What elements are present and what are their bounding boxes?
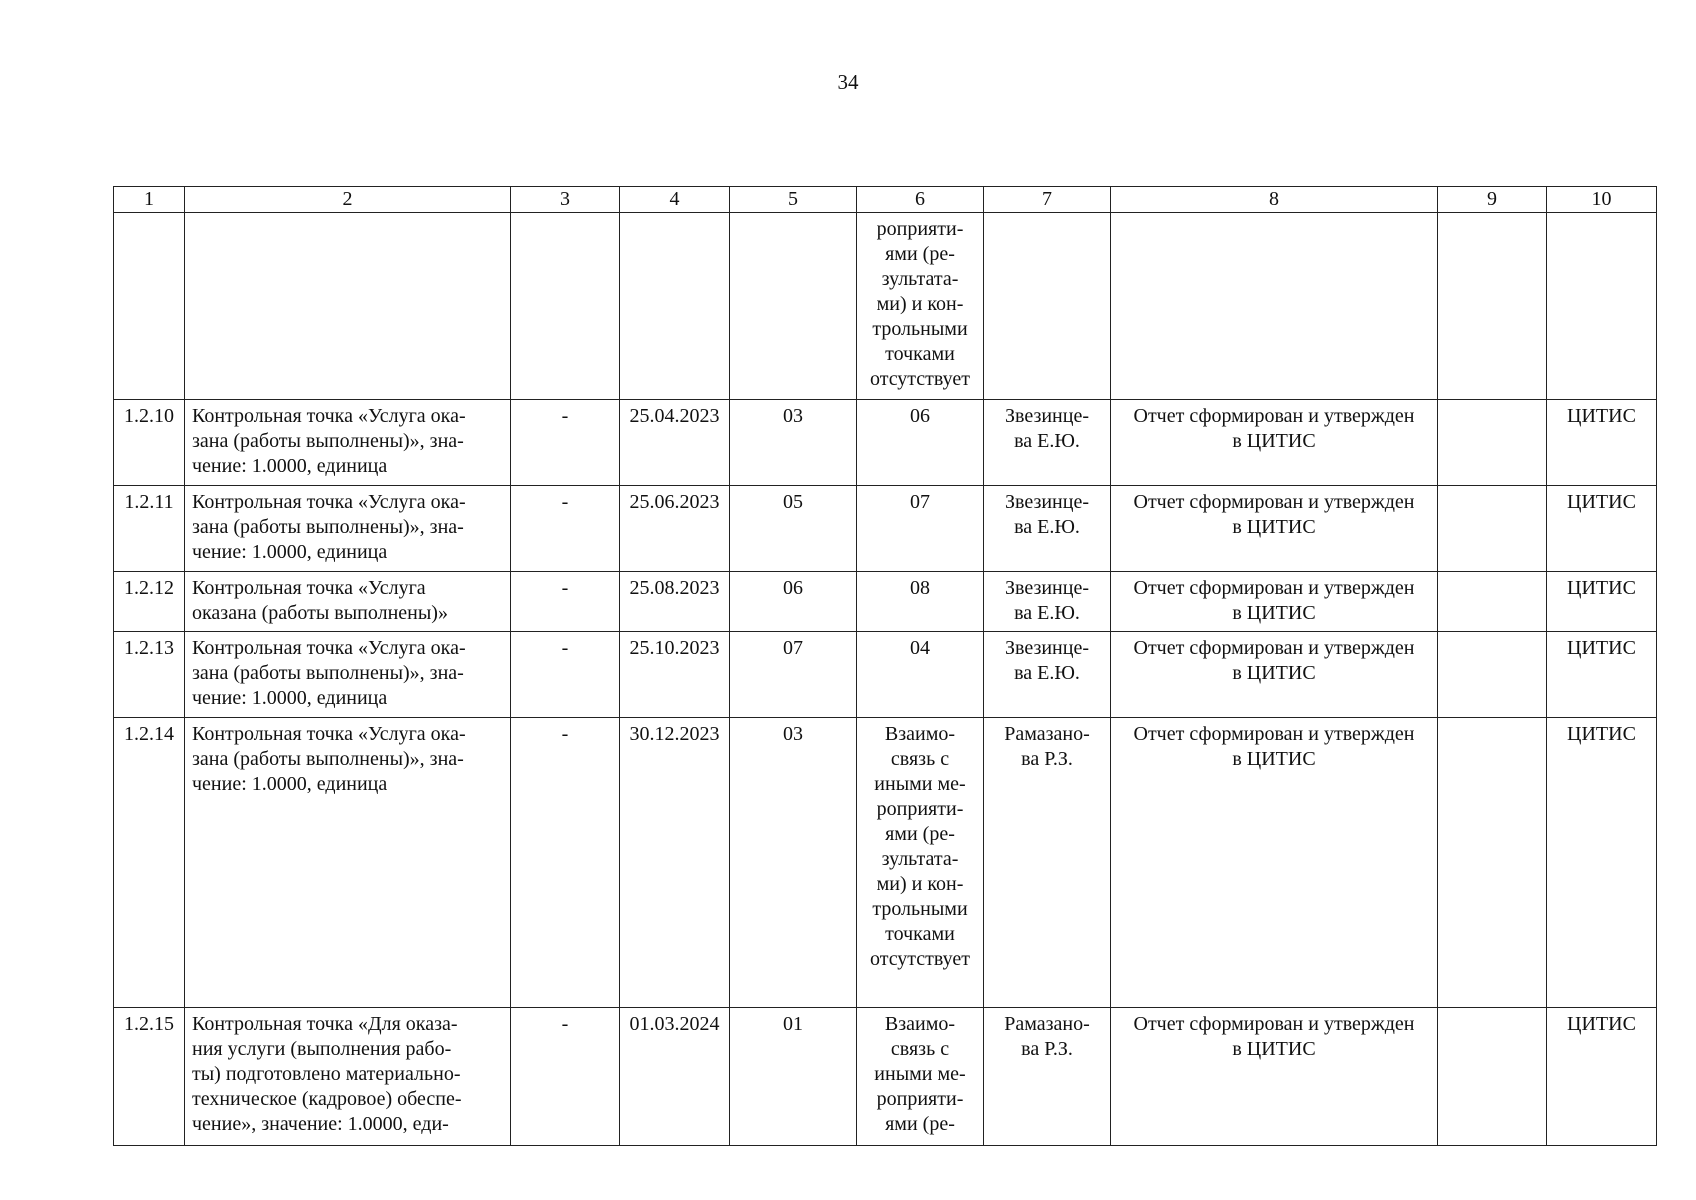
cell-confirming-document bbox=[1111, 486, 1438, 572]
cell-control-point-name bbox=[185, 632, 511, 718]
column-9-value bbox=[1438, 572, 1546, 576]
cell-column-5-value bbox=[730, 718, 857, 1008]
cell-due-date bbox=[620, 400, 730, 486]
cell-relationship bbox=[857, 632, 984, 718]
cell-relationship bbox=[857, 1008, 984, 1146]
cell-information-system bbox=[1547, 486, 1657, 572]
relationship: 08 bbox=[910, 577, 930, 599]
cell-control-point-name bbox=[185, 718, 511, 1008]
cell-control-point-name bbox=[185, 213, 511, 400]
information-system: ЦИТИС bbox=[1567, 723, 1636, 745]
column-header: 5 bbox=[730, 187, 857, 213]
cell-due-date bbox=[620, 486, 730, 572]
column-header: 9 bbox=[1438, 187, 1547, 213]
control-point-name bbox=[185, 213, 510, 217]
cell-column-5-value bbox=[730, 572, 857, 632]
cell-confirming-document bbox=[1111, 632, 1438, 718]
page-number: 34 bbox=[837, 70, 859, 94]
table-row bbox=[114, 632, 1657, 718]
column-3-value: - bbox=[561, 491, 569, 513]
control-point-name: Контрольная точка «Услуга оказана (работы выполнены)» bbox=[192, 577, 448, 624]
column-header: 6 bbox=[857, 187, 984, 213]
column-5-value: 03 bbox=[783, 723, 803, 745]
cell-due-date bbox=[620, 718, 730, 1008]
cell-information-system bbox=[1547, 400, 1657, 486]
table-row bbox=[114, 486, 1657, 572]
column-5-value: 07 bbox=[783, 637, 803, 659]
control-point-name: Контрольная точка «Услуга ока- зана (работы выполнены)», зна- чение: 1.0000, единица bbox=[192, 723, 466, 795]
cell-responsible-person bbox=[984, 1008, 1111, 1146]
confirming-document bbox=[1111, 213, 1437, 217]
cell-information-system bbox=[1547, 572, 1657, 632]
relationship: Взаимо- связь с иными ме- роприяти- ями (ре- bbox=[874, 1013, 966, 1135]
information-system: ЦИТИС bbox=[1567, 1013, 1636, 1035]
cell-column-5-value bbox=[730, 213, 857, 400]
due-date: 25.06.2023 bbox=[629, 491, 720, 513]
cell-due-date bbox=[620, 632, 730, 718]
row-number: 1.2.15 bbox=[124, 1013, 174, 1035]
row-number: 1.2.13 bbox=[124, 637, 174, 659]
cell-column-5-value bbox=[730, 632, 857, 718]
column-header: 7 bbox=[984, 187, 1111, 213]
cell-confirming-document bbox=[1111, 1008, 1438, 1146]
responsible-person: Звезинце- ва Е.Ю. bbox=[1004, 405, 1089, 452]
cell-responsible-person bbox=[984, 213, 1111, 400]
cell-information-system bbox=[1547, 213, 1657, 400]
cell-column-5-value bbox=[730, 400, 857, 486]
column-3-value: - bbox=[561, 405, 569, 427]
information-system: ЦИТИС bbox=[1567, 405, 1636, 427]
cell-row-number bbox=[114, 718, 185, 1008]
row-number: 1.2.14 bbox=[124, 723, 174, 745]
cell-column-9-value bbox=[1438, 1008, 1547, 1146]
responsible-person: Звезинце- ва Е.Ю. bbox=[1004, 577, 1089, 624]
cell-column-3-value bbox=[511, 632, 620, 718]
cell-control-point-name bbox=[185, 1008, 511, 1146]
cell-row-number bbox=[114, 400, 185, 486]
confirming-document: Отчет сформирован и утвержден в ЦИТИС bbox=[1133, 491, 1415, 538]
column-9-value bbox=[1438, 1008, 1546, 1012]
column-5-value: 03 bbox=[783, 405, 803, 427]
information-system: ЦИТИС bbox=[1567, 577, 1636, 599]
table-row bbox=[114, 718, 1657, 1008]
cell-control-point-name bbox=[185, 572, 511, 632]
cell-column-3-value bbox=[511, 486, 620, 572]
confirming-document: Отчет сформирован и утвержден в ЦИТИС bbox=[1133, 637, 1415, 684]
cell-due-date bbox=[620, 572, 730, 632]
responsible-person bbox=[984, 213, 1110, 217]
control-point-name: Контрольная точка «Услуга ока- зана (работы выполнены)», зна- чение: 1.0000, единица bbox=[192, 405, 466, 477]
responsible-person: Звезинце- ва Е.Ю. bbox=[1004, 491, 1089, 538]
cell-column-3-value bbox=[511, 718, 620, 1008]
cell-relationship bbox=[857, 486, 984, 572]
cell-column-9-value bbox=[1438, 400, 1547, 486]
cell-row-number bbox=[114, 486, 185, 572]
column-3-value: - bbox=[561, 1013, 569, 1035]
cell-due-date bbox=[620, 1008, 730, 1146]
column-9-value bbox=[1438, 213, 1546, 217]
relationship: Взаимо- связь с иными ме- роприяти- ями (ре- зультата- ми) и кон- трольными точками отсутствует bbox=[869, 723, 971, 970]
row-number: 1.2.12 bbox=[124, 577, 174, 599]
cell-column-9-value bbox=[1438, 718, 1547, 1008]
cell-information-system bbox=[1547, 1008, 1657, 1146]
table-row bbox=[114, 1008, 1657, 1146]
cell-column-9-value bbox=[1438, 486, 1547, 572]
cell-row-number bbox=[114, 572, 185, 632]
column-header: 3 bbox=[511, 187, 620, 213]
relationship: 06 bbox=[910, 405, 930, 427]
column-header: 1 bbox=[114, 187, 185, 213]
relationship: роприяти- ями (ре- зультата- ми) и кон- трольными точками отсутствует bbox=[869, 218, 971, 390]
cell-column-3-value bbox=[511, 572, 620, 632]
row-number bbox=[114, 213, 184, 217]
relationship: 04 bbox=[910, 637, 930, 659]
responsible-person: Рамазано- ва Р.З. bbox=[1004, 723, 1090, 770]
cell-column-3-value bbox=[511, 400, 620, 486]
cell-row-number bbox=[114, 632, 185, 718]
due-date: 01.03.2024 bbox=[629, 1013, 720, 1035]
confirming-document: Отчет сформирован и утвержден в ЦИТИС bbox=[1133, 405, 1415, 452]
information-system: ЦИТИС bbox=[1567, 491, 1636, 513]
table-row bbox=[114, 400, 1657, 486]
control-point-name: Контрольная точка «Для оказа- ния услуги (выполнения рабо- ты) подготовлено материально- техническое (кадровое) обеспе- чение», значение: 1.0000, еди- bbox=[192, 1013, 462, 1135]
cell-column-3-value bbox=[511, 1008, 620, 1146]
cell-column-3-value bbox=[511, 213, 620, 400]
due-date: 25.08.2023 bbox=[629, 577, 720, 599]
cell-control-point-name bbox=[185, 486, 511, 572]
column-header: 8 bbox=[1111, 187, 1438, 213]
column-5-value bbox=[730, 213, 856, 217]
cell-confirming-document bbox=[1111, 572, 1438, 632]
cell-confirming-document bbox=[1111, 213, 1438, 400]
due-date bbox=[620, 213, 729, 217]
due-date: 30.12.2023 bbox=[629, 723, 720, 745]
control-point-name: Контрольная точка «Услуга ока- зана (работы выполнены)», зна- чение: 1.0000, единица bbox=[192, 491, 466, 563]
cell-column-9-value bbox=[1438, 572, 1547, 632]
cell-responsible-person bbox=[984, 572, 1111, 632]
cell-relationship bbox=[857, 213, 984, 400]
column-header: 2 bbox=[185, 187, 511, 213]
column-5-value: 05 bbox=[783, 491, 803, 513]
control-point-name: Контрольная точка «Услуга ока- зана (работы выполнены)», зна- чение: 1.0000, единица bbox=[192, 637, 466, 709]
cell-column-9-value bbox=[1438, 213, 1547, 400]
column-3-value: - bbox=[561, 637, 569, 659]
cell-row-number bbox=[114, 213, 185, 400]
column-3-value: - bbox=[561, 723, 569, 745]
column-header: 4 bbox=[620, 187, 730, 213]
due-date: 25.10.2023 bbox=[629, 637, 720, 659]
row-number: 1.2.11 bbox=[124, 491, 174, 513]
cell-responsible-person bbox=[984, 718, 1111, 1008]
column-3-value: - bbox=[561, 577, 569, 599]
cell-due-date bbox=[620, 213, 730, 400]
column-3-value bbox=[511, 213, 619, 217]
cell-confirming-document bbox=[1111, 400, 1438, 486]
cell-column-9-value bbox=[1438, 632, 1547, 718]
control-points-table bbox=[113, 186, 1657, 1146]
column-9-value bbox=[1438, 486, 1546, 490]
confirming-document: Отчет сформирован и утвержден в ЦИТИС bbox=[1133, 1013, 1415, 1060]
cell-column-5-value bbox=[730, 486, 857, 572]
cell-column-5-value bbox=[730, 1008, 857, 1146]
column-9-value bbox=[1438, 718, 1546, 722]
information-system bbox=[1547, 213, 1656, 217]
column-9-value bbox=[1438, 632, 1546, 636]
table-row bbox=[114, 572, 1657, 632]
table-row bbox=[114, 213, 1657, 400]
cell-confirming-document bbox=[1111, 718, 1438, 1008]
column-9-value bbox=[1438, 400, 1546, 404]
column-header: 10 bbox=[1547, 187, 1657, 213]
cell-relationship bbox=[857, 400, 984, 486]
cell-control-point-name bbox=[185, 400, 511, 486]
header-row bbox=[114, 187, 1657, 213]
responsible-person: Звезинце- ва Е.Ю. bbox=[1004, 637, 1089, 684]
due-date: 25.04.2023 bbox=[629, 405, 720, 427]
row-number: 1.2.10 bbox=[124, 405, 174, 427]
column-5-value: 01 bbox=[783, 1013, 803, 1035]
cell-information-system bbox=[1547, 632, 1657, 718]
cell-information-system bbox=[1547, 718, 1657, 1008]
information-system: ЦИТИС bbox=[1567, 637, 1636, 659]
cell-responsible-person bbox=[984, 632, 1111, 718]
responsible-person: Рамазано- ва Р.З. bbox=[1004, 1013, 1090, 1060]
cell-relationship bbox=[857, 572, 984, 632]
cell-row-number bbox=[114, 1008, 185, 1146]
cell-responsible-person bbox=[984, 486, 1111, 572]
column-5-value: 06 bbox=[783, 577, 803, 599]
confirming-document: Отчет сформирован и утвержден в ЦИТИС bbox=[1133, 577, 1415, 624]
cell-responsible-person bbox=[984, 400, 1111, 486]
relationship: 07 bbox=[910, 491, 930, 513]
cell-relationship bbox=[857, 718, 984, 1008]
confirming-document: Отчет сформирован и утвержден в ЦИТИС bbox=[1133, 723, 1415, 770]
